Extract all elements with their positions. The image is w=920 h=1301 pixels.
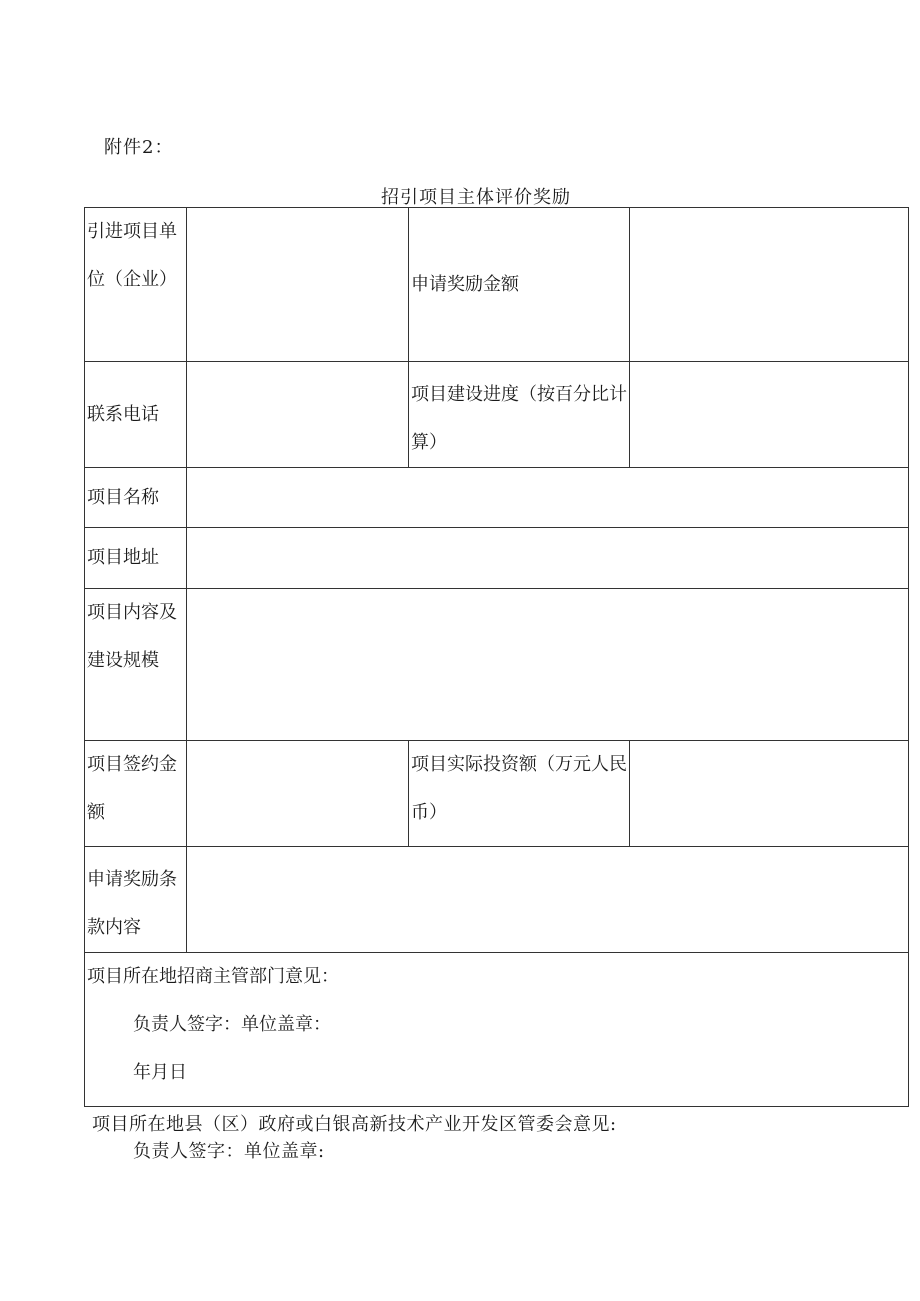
row-local-opinion: [85, 953, 909, 1107]
phone-label: 联系电话: [87, 403, 159, 425]
row-name: [85, 468, 909, 528]
row-contract: [85, 741, 909, 847]
contract-label: 项目签约金额: [87, 754, 177, 823]
name-label: 项目名称: [87, 486, 159, 508]
address-label: 项目地址: [87, 547, 159, 568]
investment-label-cell: [409, 741, 630, 847]
phone-label-cell: [85, 362, 187, 468]
reward-form-table: [84, 207, 909, 1107]
address-value-cell[interactable]: [187, 528, 909, 589]
county-opinion-sign: 负责人签字：单位盖章:: [133, 1141, 325, 1162]
clause-label-cell: [85, 847, 187, 953]
reward-amount-label-cell: [409, 208, 630, 362]
row-content: [85, 589, 909, 741]
investment-label: 项目实际投资额（万元人民币）: [411, 754, 627, 823]
row-unit: [85, 208, 909, 362]
local-opinion-sign: 负责人签字：单位盖章：: [133, 1014, 331, 1035]
unit-value-cell[interactable]: [187, 208, 409, 362]
clause-value-cell[interactable]: [187, 847, 909, 953]
row-clause: [85, 847, 909, 953]
progress-label-cell: [409, 362, 630, 468]
county-opinion-heading: 项目所在地县（区）政府或白银高新技术产业开发区管委会意见:: [92, 1114, 617, 1135]
attachment-label: 附件2：: [104, 137, 174, 158]
local-opinion-date: 年月日: [133, 1062, 187, 1083]
content-value-cell[interactable]: [187, 589, 909, 741]
phone-value-cell[interactable]: [187, 362, 409, 468]
content-label-cell: [85, 589, 187, 741]
name-value-cell[interactable]: [187, 468, 909, 528]
reward-amount-label: 申请奖励金额: [411, 273, 519, 295]
address-label-cell: [85, 528, 187, 589]
row-phone: [85, 362, 909, 468]
name-label-cell: [85, 468, 187, 528]
form-title: 招引项目主体评价奖励: [381, 187, 571, 208]
local-opinion-heading: 项目所在地招商主管部门意见：: [87, 966, 339, 987]
reward-amount-value-cell[interactable]: [630, 208, 909, 362]
progress-value-cell[interactable]: [630, 362, 909, 468]
unit-label: 引进项目单位（企业）: [87, 221, 177, 290]
unit-label-cell: [85, 208, 187, 362]
investment-value-cell[interactable]: [630, 741, 909, 847]
content-label: 项目内容及建设规模: [87, 602, 177, 671]
contract-value-cell[interactable]: [187, 741, 409, 847]
contract-label-cell: [85, 741, 187, 847]
clause-label: 申请奖励条款内容: [87, 869, 177, 938]
row-address: [85, 528, 909, 589]
progress-label: 项目建设进度（按百分比计算）: [411, 384, 627, 453]
local-opinion-cell[interactable]: [85, 953, 909, 1107]
